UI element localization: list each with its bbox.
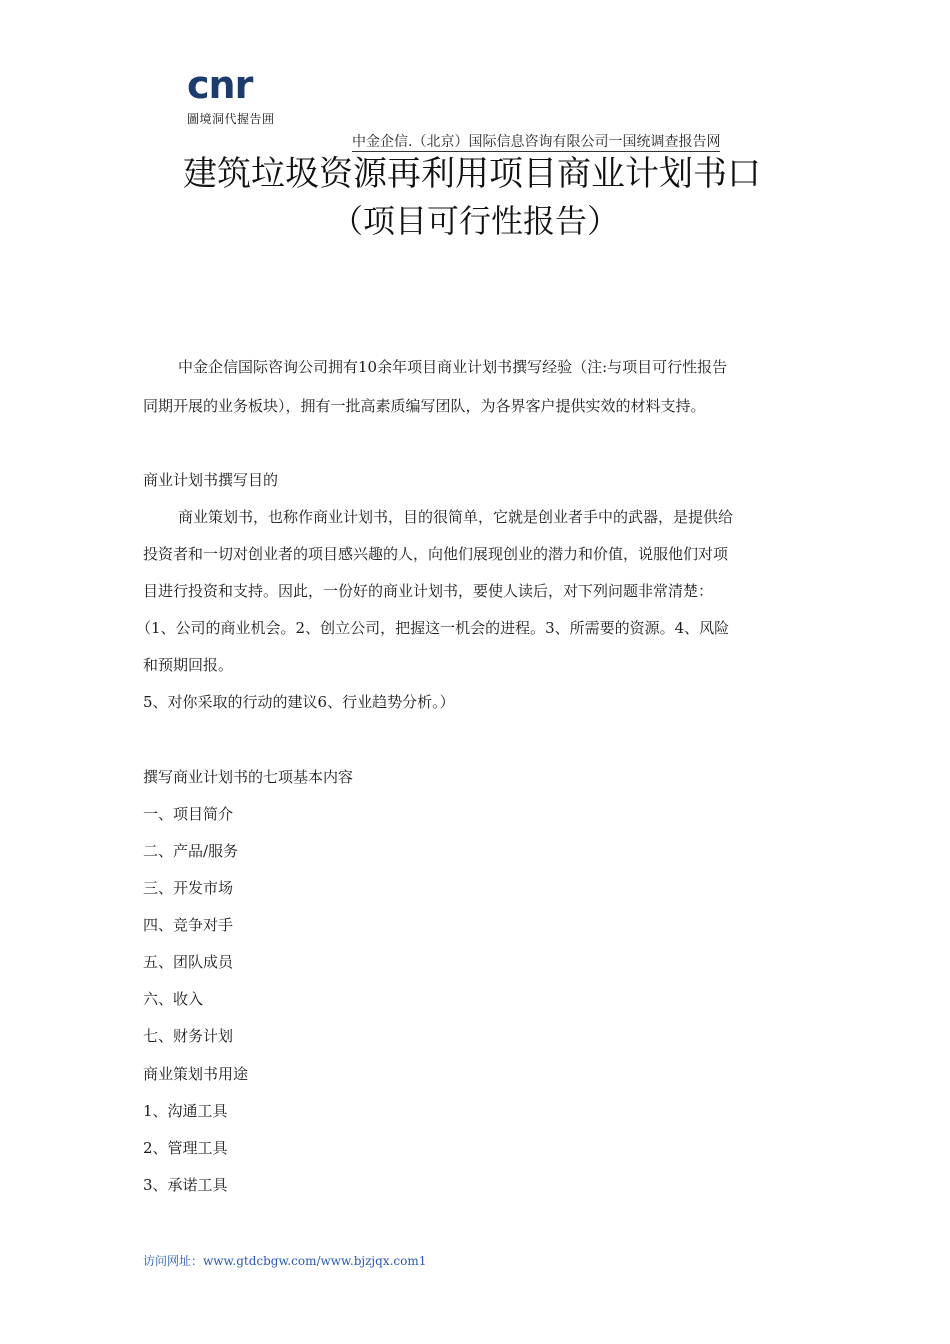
intro-line-2: 同期开展的业务板块），拥有一批高素质编写团队，为各界客户提供实效的材料支持。	[143, 397, 706, 415]
intro-line-1: 中金企信国际咨询公司拥有10余年项目商业计划书撰写经验（注:与项目可行性报告	[178, 358, 728, 376]
purpose-heading: 商业计划书撰写目的	[143, 471, 279, 489]
logo-mark: cnr	[187, 63, 253, 107]
footer-url[interactable]: 访问网址：www.gtdcbgw.com/www.bjzjqx.com1	[143, 1254, 427, 1268]
company-logo	[187, 63, 275, 127]
uses-heading: 商业策划书用途	[143, 1065, 249, 1083]
purpose-line: 5、对你采取的行动的建议6、行业趋势分析。）	[143, 693, 455, 711]
contents-heading: 撰写商业计划书的七项基本内容	[143, 768, 354, 786]
purpose-line: 和预期回报。	[143, 656, 234, 674]
document-title: 建筑垃圾资源再利用项目商业计划书口	[183, 154, 761, 194]
uses-item: 2、管理工具	[143, 1139, 228, 1157]
contents-item: 五、团队成员	[143, 953, 234, 971]
contents-item: 一、项目简介	[143, 805, 234, 823]
contents-item: 六、收入	[143, 990, 204, 1008]
purpose-line: 投资者和一切对创业者的项目感兴趣的人，向他们展现创业的潜力和价值，说服他们对项	[143, 545, 729, 563]
purpose-line: 目进行投资和支持。因此，一份好的商业计划书，要使人读后，对下列问题非常清楚：	[143, 582, 714, 600]
contents-item: 七、财务计划	[143, 1027, 234, 1045]
contents-item: 三、开发市场	[143, 879, 234, 897]
uses-item: 1、沟通工具	[143, 1102, 228, 1120]
logo-subtitle: 圖境洞代握告囲	[187, 112, 275, 126]
purpose-line: （1、公司的商业机会。2、创立公司，把握这一机会的进程。3、所需要的资源。4、风险	[136, 619, 730, 637]
contents-item: 四、竞争对手	[143, 916, 234, 934]
contents-item: 二、产品/服务	[143, 842, 239, 860]
purpose-line: 商业策划书，也称作商业计划书，目的很简单，它就是创业者手中的武器，是提供给	[178, 508, 734, 526]
header-company-line: 中金企信.（北京）国际信息咨询有限公司一国统调查报告网	[352, 134, 721, 150]
uses-item: 3、承诺工具	[143, 1176, 228, 1194]
document-subtitle: （项目可行性报告）	[330, 202, 619, 240]
